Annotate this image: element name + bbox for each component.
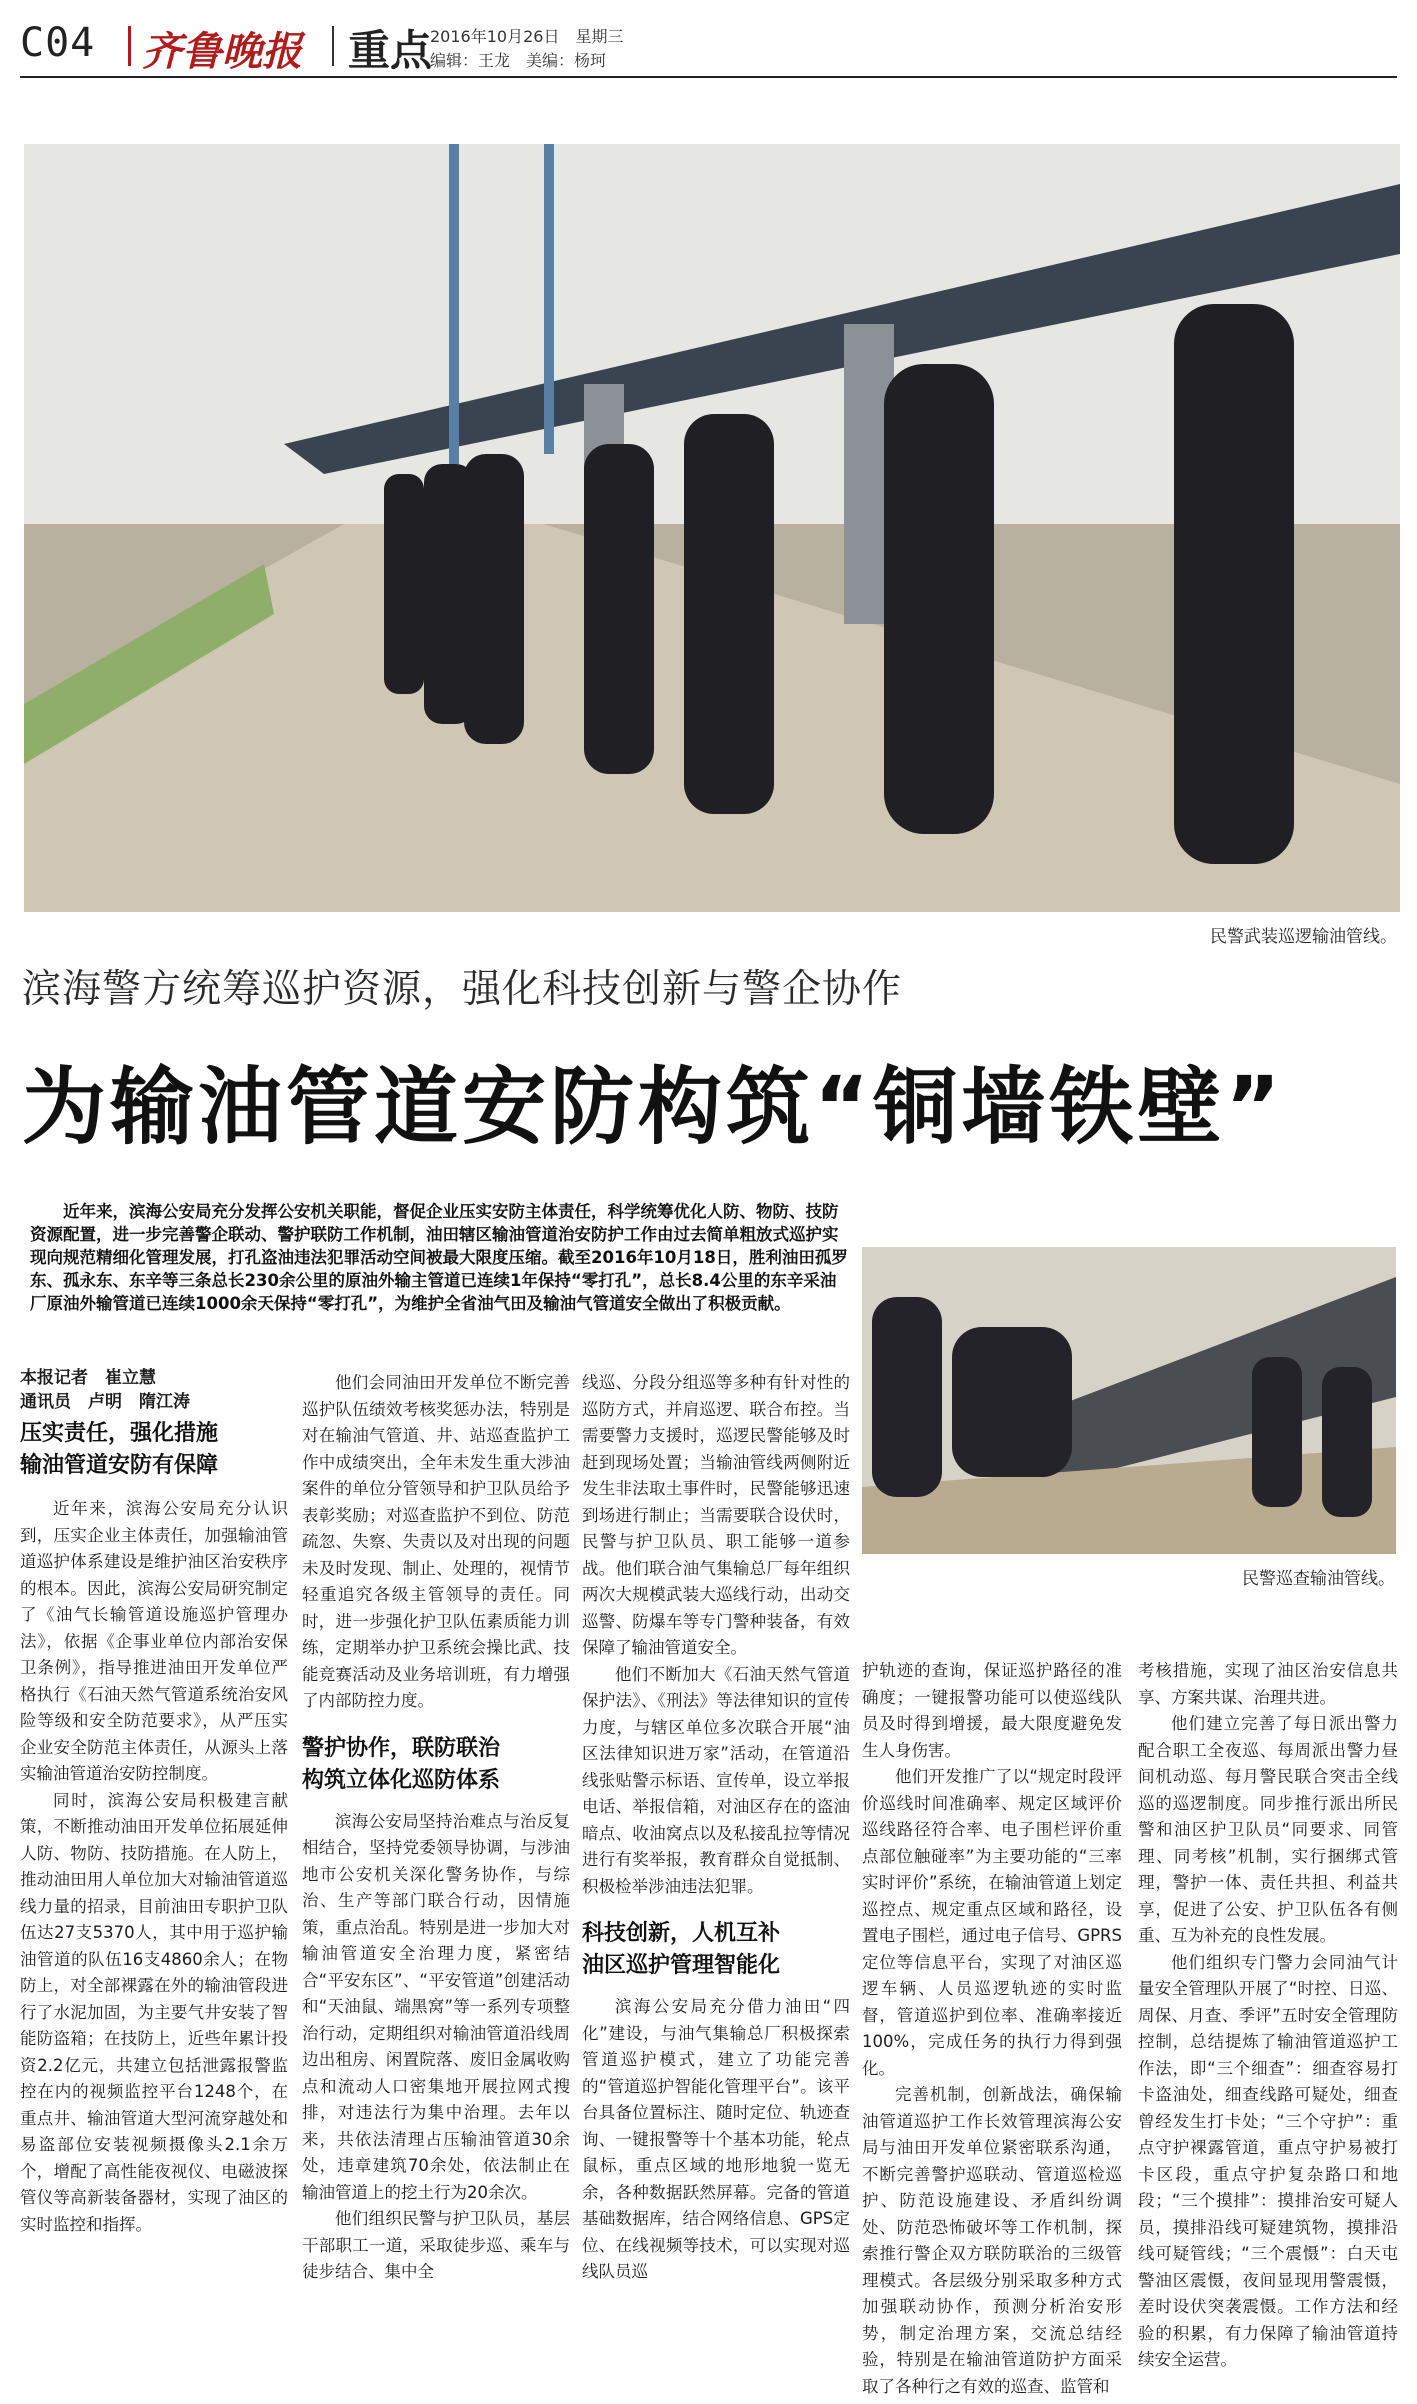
masthead xyxy=(20,14,1397,78)
paragraph: 他们会同油田开发单位不断完善巡护队伍绩效考核奖惩办法，特别是对在输油气管道、井、站巡查监护工作中成绩突出，全年未发生重大涉油案件的单位分管领导和护卫队员给予表彰奖励；对巡查监护不到位、防范疏忽、失察、失责以及对出现的问题未及时发现、制止、处理的，视情节轻重追究各级主管领导的责任。同时，进一步强化护卫队伍素质能力训练，定期举办护卫系统会操比武、技能竞赛活动及业务培训班，有力增强了内部防控力度。 xyxy=(302,1373,570,1710)
secondary-photo xyxy=(862,1247,1396,1554)
paragraph: 他们组织民警与护卫队员，基层干部职工一道，采取徒步巡、乘车与徒步结合、集中全 xyxy=(302,2209,570,2281)
paragraph: 滨海公安局坚持治难点与治反复相结合，坚持党委领导协调，与涉油地市公安机关深化警务协作，与综治、生产等部门联合行动，因情施策，重点治乱。特别是进一步加大对输油管道安全治理力度，紧密结合“平安东区”、“平安管道”创建活动和“天油鼠、端黑窝”等一系列专项整治行动，定期组织对输油管道沿线周边出租房、闲置院落、废旧金属收购点和流动人口密集地开展拉网式搜排，对违法行为集中治理。去年以来，共依法清理占压输油管道30余处，违章建筑70余处，依法制止在输油管道上的挖土行为20余次。 xyxy=(302,1811,570,2202)
masthead-divider xyxy=(128,26,131,66)
paragraph: 他们组织专门警力会同油气计量安全管理队开展了“时控、日巡、周保、月查、季评”五时安全管理防控制，总结提炼了输油管道巡护工作法，即“三个细查”：细查容易打卡盗油处，细查线路可疑处，细查曾经发生打卡处；“三个守护”：重点守护裸露管道，重点守护易被打卡区段，重点守护复杂路口和地段；“三个摸排”：摸排治安可疑人员，摸排沿线可疑建筑物，摸排沿线可疑管线；“三个震慑”：白天屯警油区震慑，夜间显现用警震慑，差时设伏突袭震慑。工作方法和经验的积累，有力保障了输油管道持续安全运营。 xyxy=(1138,1952,1398,2369)
paragraph: 护轨迹的查询，保证巡护路径的准确度；一键报警功能可以使巡线队员及时得到增援，最大限度避免发生人身伤害。 xyxy=(862,1661,1122,1760)
column-text xyxy=(302,1370,570,1715)
column-text xyxy=(1138,1658,1398,2374)
paragraph: 他们不断加大《石油天然气管道保护法》、《刑法》等法律知识的宣传力度，与辖区单位多次联合开展“油区法律知识进万家”活动，在管道沿线张贴警示标语、宣传单，设立举报电话、举报信箱，对油区存在的盗油暗点、收油窝点以及私接乱拉等情况进行有奖举报，教育群众自觉抵制、积极检举涉油违法犯罪。 xyxy=(582,1664,850,1896)
paragraph: 近年来，滨海公安局充分认识到，压实企业主体责任，加强输油管道巡护体系建设是维护油区治安秩序的根本。因此，滨海公安局研究制定了《油气长输管道设施巡护管理办法》，依据《企事业单位内部治安保卫条例》，指导推进油田开发单位严格执行《石油天然气管道系统治安风险等级和安全防范要求》，从严压实企业安全防范主体责任，从源头上落实输油管道治安防控制度。 xyxy=(20,1499,288,1783)
masthead-divider xyxy=(332,26,334,66)
photo-caption: 民警武装巡逻输油管线。 xyxy=(1210,927,1397,947)
column-text xyxy=(582,1370,850,1900)
editor-credits: 编辑：王龙 美编：杨珂 xyxy=(430,51,607,70)
article-column-1 xyxy=(20,1418,288,2238)
section-heading: 科技创新，人机互补 油区巡护管理智能化 xyxy=(582,1921,781,1978)
page-number: C04 xyxy=(20,20,96,66)
subheadline: 滨海警方统筹巡护资源，强化科技创新与警企协作 xyxy=(22,967,903,1012)
article-column-4 xyxy=(862,1658,1122,2400)
column-text xyxy=(302,1809,570,2286)
column-text xyxy=(582,1994,850,2286)
paragraph: 他们建立完善了每日派出警力配合职工全夜巡、每周派出警力昼间机动巡、每月警民联合突击全线巡的巡逻制度。同步推行派出所民警和油区护卫队员“同要求、同管理、同考核”机制，实行捆绑式管理，警护一体、责任共担、利益共享，促进了公安、护卫队伍各有侧重、互为补充的良性发展。 xyxy=(1138,1714,1398,1945)
correspondent-line: 通讯员 卢明 隋江涛 xyxy=(20,1392,190,1412)
paragraph: 考核措施，实现了油区治安信息共享、方案共谋、治理共进。 xyxy=(1138,1661,1398,1707)
article-column-2 xyxy=(302,1370,570,2286)
photo-caption: 民警巡查输油管线。 xyxy=(1242,1569,1395,1589)
byline xyxy=(20,1366,300,1414)
section-heading: 压实责任，强化措施 输油管道安防有保障 xyxy=(20,1421,219,1478)
issue-date: 2016年10月26日 星期三 xyxy=(430,27,624,46)
article-column-5 xyxy=(1138,1658,1398,2374)
reporter-line: 本报记者 崔立慧 xyxy=(20,1368,156,1388)
column-text xyxy=(20,1496,288,2238)
lead-paragraph: 近年来，滨海公安局充分发挥公安机关职能，督促企业压实安防主体责任，科学统筹优化人防、物防、技防资源配置，进一步完善警企联动、警护联防工作机制，油田辖区输油管道治安防护工作由过去简单粗放式巡护实现向规范精细化管理发展，打孔盗油违法犯罪活动空间被最大限度压缩。截至2016年10月18日，胜利油田孤罗东、孤永东、东辛等三条总长230余公里的原油外输主管道已连续1年保持“零打孔”，总长8.4公里的东辛采油厂原油外输管道已连续1000余天保持“零打孔”，为维护全省油气田及输油气管道安全做出了积极贡献。 xyxy=(30,1202,848,1313)
headline: 为输油管道安防构筑“铜墙铁壁” xyxy=(22,1058,1285,1156)
section-title: 重点 xyxy=(348,26,433,75)
main-photo xyxy=(24,144,1400,912)
paragraph: 线巡、分段分组巡等多种有针对性的巡防方式，并肩巡逻、联合布控。当需要警力支援时，巡逻民警能够及时赶到现场处置；当输油管线两侧附近发生非法取土事件时，民警能够迅速到场进行制止；当需要联合设伏时，民警与护卫队员、职工能够一道参战。他们联合油气集输总厂每年组织两次大规模武装大巡线行动，出动交巡警、防爆车等专门警种装备，有效保障了输油管道安全。 xyxy=(582,1373,850,1657)
paragraph: 同时，滨海公安局积极建言献策，不断推动油田开发单位拓展延伸人防、物防、技防措施。在人防上，推动油田用人单位加大对输油管道巡线力量的招录，目前油田专职护卫队伍达27支5370人，其中用于巡护输油管道的队伍16支4860余人；在物防上，对全部裸露在外的输油管段进行了水泥加固，为主要气井安装了智能防盗箱；在技防上，近些年累计投资2.2亿元，共建立包括泄露报警监控在内的视频监控平台1248个，在重点井、输油管道大型河流穿越处和易盗部位安装视频摄像头2.1余万个，增配了高性能夜视仪、电磁波探管仪等高新装备器材，实现了油区的实时监控和指挥。 xyxy=(20,1790,288,2234)
column-text xyxy=(862,1658,1122,2400)
newspaper-logo: 齐鲁晚报 xyxy=(142,28,302,75)
article-column-3 xyxy=(582,1370,850,2286)
paragraph: 他们开发推广了以“规定时段评价巡线时间准确率、规定区域评价巡线路径符合率、电子围栏评价重点部位触碰率”为主要功能的“三率实时评价”系统，在输油管道上划定巡控点、规定重点区域和路径，设置电子围栏，通过电子信号、GPRS定位等信息平台，实现了对油区巡逻车辆、人员巡逻轨迹的实时监督，管道巡护到位率、准确率接近100%，完成任务的执行力得到强化。 xyxy=(862,1767,1122,2078)
section-heading: 警护协作，联防联治 构筑立体化巡防体系 xyxy=(302,1735,501,1793)
paragraph: 滨海公安局充分借力油田“四化”建设，与油气集输总厂积极探索管道巡护模式，建立了功能完善的“管道巡护智能化管理平台”。该平台具备位置标注、随时定位、轨迹查询、一键报警等十个基本功能，轮点鼠标，重点区域的地形地貌一览无余，各种数据跃然屏幕。完备的管道基础数据库，结合网络信息、GPS定位、在线视频等技术，可以实现对巡线队员巡 xyxy=(582,1997,850,2281)
paragraph: 完善机制，创新战法，确保输油管道巡护工作长效管理滨海公安局与油田开发单位紧密联系沟通，不断完善警护巡联动、管道巡检巡护、防范设施建设、矛盾纠纷调处、防范恐怖破坏等工作机制，探索推行警企双方联防联治的三级管理模式。各层级分别采取多种方式加强联动协作，预测分析治安形势，制定治理方案，交流总结经验，特别是在输油管道防护方面采取了各种行之有效的巡查、监管和 xyxy=(862,2085,1122,2396)
